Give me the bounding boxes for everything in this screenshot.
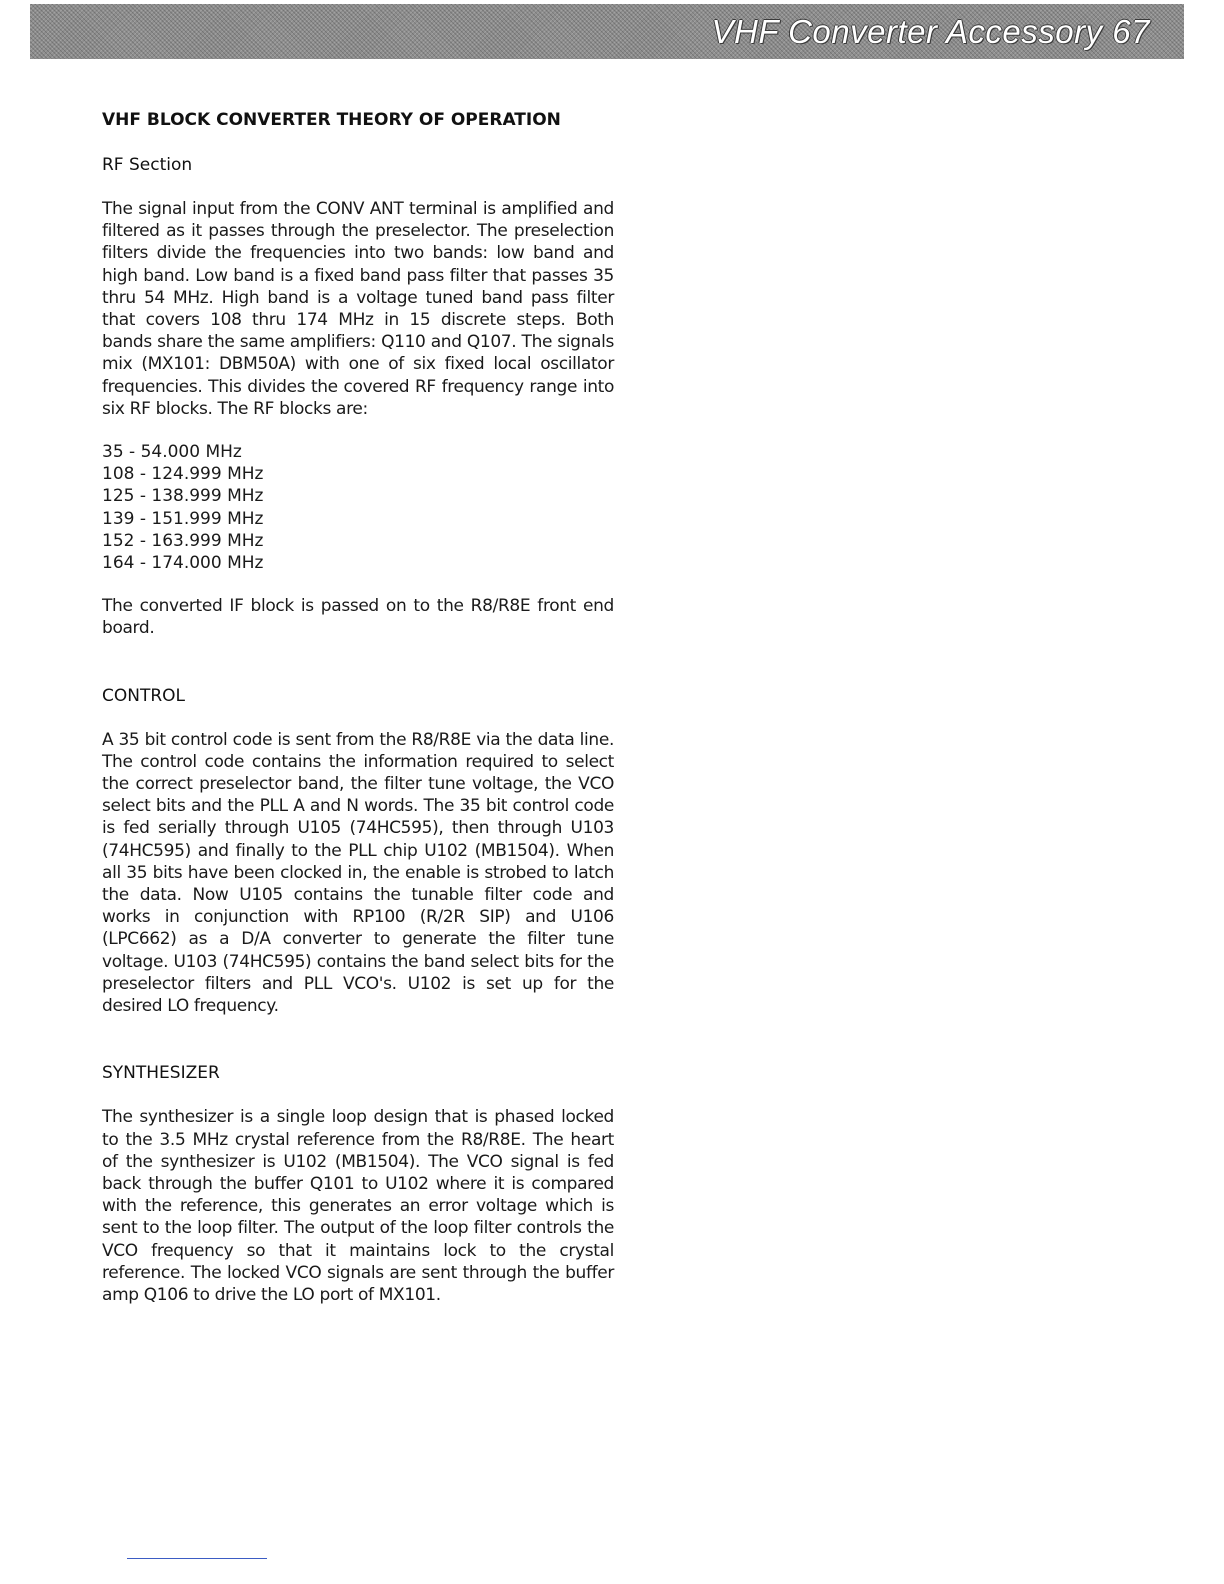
synthesizer-heading: SYNTHESIZER <box>102 1063 220 1084</box>
rf-blocks-list <box>102 441 614 574</box>
list-item: 35 - 54.000 MHz <box>102 442 242 463</box>
list-item: 152 - 163.999 MHz <box>102 530 264 551</box>
header-band <box>30 4 1184 59</box>
if-block-paragraph: The converted IF block is passed on to the R8/R8E front end board. <box>102 596 614 639</box>
document-body <box>102 108 614 1306</box>
rf-section-paragraph: The signal input from the CONV ANT terminal is amplified and filtered as it passes through the preselector. The preselection filters divide the frequencies into two bands: low band and high band. Low band is a fixed band pass filter that passes 35 thru 54 MHz. High band is a voltage tuned band pass filter that covers 108 thru 174 MHz in 15 discrete steps. Both bands share the same amplifiers: Q110 and Q107. The signals mix (MX101: DBM50A) with one of six fixed local oscillator frequencies. This divides the covered RF frequency range into six RF blocks. The RF blocks are: <box>102 199 614 419</box>
list-item: 139 - 151.999 MHz <box>102 508 264 529</box>
list-item: 108 - 124.999 MHz <box>102 464 264 485</box>
synthesizer-paragraph: The synthesizer is a single loop design that is phased locked to the 3.5 MHz crystal reference from the R8/R8E. The heart of the synthesizer is U102 (MB1504). The VCO signal is fed back through the buffer Q101 to U102 where it is compared with the reference, this generates an error voltage which is sent to the loop filter. The output of the loop filter controls the VCO frequency so that it maintains lock to the crystal reference. The locked VCO signals are sent through the buffer amp Q106 to drive the LO port of MX101. <box>102 1107 614 1305</box>
control-heading: CONTROL <box>102 685 186 706</box>
list-item: 164 - 174.000 MHz <box>102 553 264 574</box>
document-title: VHF BLOCK CONVERTER THEORY OF OPERATION <box>102 110 561 130</box>
control-paragraph: A 35 bit control code is sent from the R8/R8E via the data line. The control code contains the information required to select the correct preselector band, the filter tune voltage, the VCO select bits and the PLL A and N words. The 35 bit control code is fed serially through U105 (74HC595), then through U103 (74HC595) and finally to the PLL chip U102 (MB1504). When all 35 bits have been clocked in, the enable is strobed to latch the data. Now U105 contains the tunable filter code and works in conjunction with RP100 (R/2R SIP) and U106 (LPC662) as a D/A converter to generate the filter tune voltage. U103 (74HC595) contains the band select bits for the preselector filters and PLL VCO's. U102 is set up for the desired LO frequency. <box>102 729 614 1017</box>
rf-section-heading: RF Section <box>102 155 193 175</box>
list-item: 125 - 138.999 MHz <box>102 486 264 507</box>
page-header-title: VHF Converter Accessory 67 <box>711 13 1150 50</box>
footer-rule <box>127 1558 267 1559</box>
